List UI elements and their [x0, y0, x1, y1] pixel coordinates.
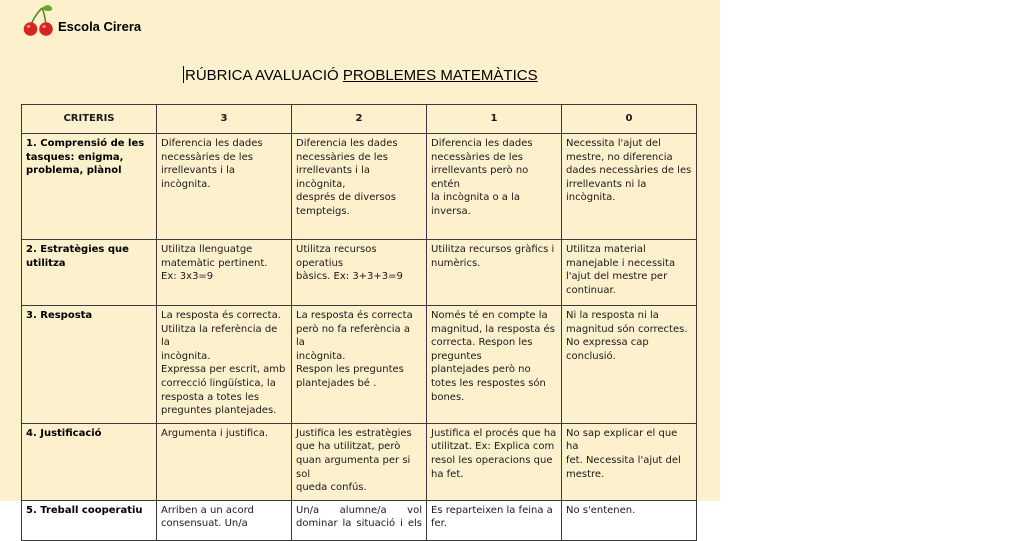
table-cell: Justifica les estratègies que ha utilitzat, però quan argumenta per si sol queda confús.	[292, 423, 427, 500]
criterion-cell: 1. Comprensió de les tasques: enigma, problema, plànol	[22, 134, 157, 240]
table-row	[22, 134, 697, 240]
header-score-3: 3	[157, 105, 292, 134]
table-cell: Utilitza material manejable i necessita l'ajut del mestre per continuar.	[562, 240, 697, 306]
table-cell: Justifica el procés que ha utilitzat. Ex: Explica com resol les operacions que ha fet.	[427, 423, 562, 500]
criterion-cell: 5. Treball cooperatiu	[22, 500, 157, 540]
school-logo	[22, 4, 141, 36]
table-row	[22, 423, 697, 500]
table-cell: No sap explicar el que ha fet. Necessita l'ajut del mestre.	[562, 423, 697, 500]
table-row	[22, 306, 697, 424]
table-cell: No s'entenen.	[562, 500, 697, 540]
criterion-cell: 3. Resposta	[22, 306, 157, 424]
table-cell: Utilitza recursos operatius bàsics. Ex: 3+3+3=9	[292, 240, 427, 306]
header-criteris: CRITERIS	[22, 105, 157, 134]
cherry-icon	[22, 4, 56, 36]
table-cell: Només té en compte la magnitud, la resposta és correcta. Respon les preguntes plantejades però no totes les respostes són bones.	[427, 306, 562, 424]
table-row	[22, 240, 697, 306]
table-cell: Necessita l'ajut del mestre, no diferencia dades necessàries de les irrellevants ni la incògnita.	[562, 134, 697, 240]
criterion-cell: 2. Estratègies que utilitza	[22, 240, 157, 306]
table-cell: Utilitza llenguatge matemàtic pertinent. Ex: 3x3=9	[157, 240, 292, 306]
table-cell: La resposta és correcta. Utilitza la referència de la incògnita. Expressa per escrit, amb correcció lingüística, la resposta a totes les preguntes plantejades.	[157, 306, 292, 424]
title-part-2: PROBLEMES MATEMÀTICS	[342, 67, 538, 84]
header-score-2: 2	[292, 105, 427, 134]
criterion-cell: 4. Justificació	[22, 423, 157, 500]
table-cell: La resposta és correcta però no fa referència a la incògnita. Respon les preguntes plantejades bé .	[292, 306, 427, 424]
table-cell: Diferencia les dades necessàries de les irrellevants però no entén la incògnita o a la inversa.	[427, 134, 562, 240]
school-name: Escola Cirera	[58, 19, 142, 34]
table-cell: Arriben a un acord consensuat. Un/a	[157, 500, 292, 540]
table-cell: Diferencia les dades necessàries de les irrellevants i la incògnita, després de diversos tempteigs.	[292, 134, 427, 240]
table-cell: Ni la resposta ni la magnitud són correctes. No expressa cap conclusió.	[562, 306, 697, 424]
header-row	[22, 105, 697, 134]
title-part-1: RÚBRICA AVALUACIÓ	[185, 67, 343, 84]
table-cell: Utilitza recursos gràfics i numèrics.	[427, 240, 562, 306]
document-title	[183, 66, 538, 84]
table-row	[22, 500, 697, 540]
header-score-1: 1	[427, 105, 562, 134]
text-cursor	[183, 66, 184, 83]
table-cell: Un/a alumne/a vol dominar la situació i els	[292, 500, 427, 540]
rubric-table	[21, 104, 697, 541]
header-score-0: 0	[562, 105, 697, 134]
table-cell: Argumenta i justifica.	[157, 423, 292, 500]
table-cell: Es reparteixen la feina a fer.	[427, 500, 562, 540]
table-cell: Diferencia les dades necessàries de les irrellevants i la incògnita.	[157, 134, 292, 240]
